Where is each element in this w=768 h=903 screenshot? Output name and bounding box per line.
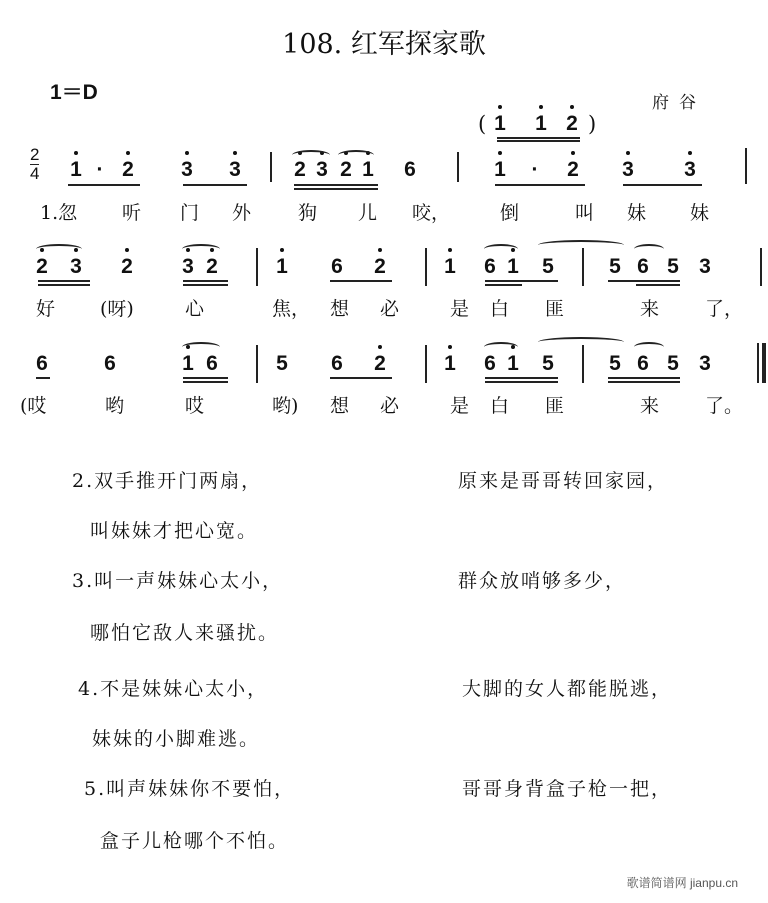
note: 5 <box>609 352 621 375</box>
slur <box>538 337 624 347</box>
barline <box>582 345 584 383</box>
note: 6 <box>637 352 649 375</box>
underline <box>294 184 378 186</box>
high-octave-dot <box>74 151 78 155</box>
slur <box>36 244 82 254</box>
note: 1 <box>274 255 290 279</box>
note: 6 <box>104 352 116 375</box>
note: 3 <box>620 158 636 182</box>
high-octave-dot <box>378 248 382 252</box>
underline <box>636 284 680 286</box>
lyric: 想 <box>330 395 350 417</box>
slur <box>484 342 518 352</box>
verse-line-left: 4.不是妹妹心太小， <box>78 678 269 700</box>
song-title: 108. 红军探家歌 <box>282 29 486 60</box>
note: 3 <box>227 158 243 182</box>
underline <box>36 377 50 379</box>
high-octave-dot <box>448 345 452 349</box>
lyric: 想 <box>330 298 350 320</box>
lyric: 是 <box>450 298 470 320</box>
note: 5 <box>276 352 288 375</box>
underline <box>68 184 140 186</box>
underline <box>183 381 228 383</box>
underline <box>485 381 558 383</box>
underline <box>330 280 392 282</box>
note: 1 <box>442 352 458 376</box>
lyric: 哎 <box>185 395 205 417</box>
note: 2 <box>372 352 388 376</box>
lyric: 狗 <box>298 202 318 224</box>
barline <box>270 152 272 182</box>
lyric: 焦， <box>272 298 311 320</box>
note: 6 <box>206 352 218 375</box>
barline <box>256 248 258 286</box>
note: 6 <box>36 352 48 375</box>
note: 6 <box>331 352 343 375</box>
note: 6 <box>331 255 343 278</box>
high-octave-dot <box>280 248 284 252</box>
lyric: (呀) <box>100 298 134 320</box>
verse-line-right: 原来是哥哥转回家园， <box>458 470 669 492</box>
note: 1 <box>180 352 196 376</box>
high-octave-dot <box>498 105 502 109</box>
barline <box>425 345 427 383</box>
underline <box>485 377 558 379</box>
lyric: 叫 <box>575 202 595 224</box>
note: 2 <box>565 158 581 182</box>
note: 1 <box>68 158 84 182</box>
high-octave-dot <box>688 151 692 155</box>
barline <box>256 345 258 383</box>
verse-line-left: 5.叫声妹妹你不要怕， <box>84 778 296 800</box>
underline <box>485 280 558 282</box>
lyric: 儿 <box>358 202 378 224</box>
underline <box>608 280 680 282</box>
pickup-open-paren: ( <box>478 112 487 136</box>
lyric: 倒 <box>500 202 520 224</box>
lyric: 必 <box>380 395 400 417</box>
high-octave-dot <box>185 151 189 155</box>
note: 3 <box>68 255 84 279</box>
lyric: 白 <box>490 298 510 320</box>
lyric: 妹 <box>627 202 647 224</box>
barline <box>760 248 762 286</box>
high-octave-dot <box>378 345 382 349</box>
note: 1 <box>492 158 508 182</box>
pickup-close-paren: ) <box>588 112 597 136</box>
note: 3 <box>699 255 711 278</box>
barline <box>457 152 459 182</box>
note: 3 <box>180 255 196 279</box>
note: 2 <box>119 255 135 279</box>
verse-line-right: 哥哥身背盒子枪一把， <box>462 778 673 800</box>
lyric: 妹 <box>690 202 710 224</box>
lyric: 哟) <box>272 395 299 417</box>
note: 2 <box>372 255 388 279</box>
underline <box>183 377 228 379</box>
lyric: 必 <box>380 298 400 320</box>
note: · <box>96 158 104 181</box>
verse-line-left: 哪怕它敌人来骚扰。 <box>90 622 280 644</box>
lyric: 是 <box>450 395 470 417</box>
underline <box>183 184 247 186</box>
note: 1 <box>505 255 521 279</box>
underline <box>294 188 378 190</box>
slur <box>538 240 624 250</box>
note: 3 <box>682 158 698 182</box>
verse-line-left: 妹妹的小脚难逃。 <box>92 728 261 750</box>
underline <box>608 377 680 379</box>
note: 5 <box>667 352 679 375</box>
barline <box>582 248 584 286</box>
note: 2 <box>204 255 220 279</box>
barline <box>757 343 759 383</box>
lyric: 来 <box>640 395 660 417</box>
verse-line-left: 叫妹妹才把心宽。 <box>90 520 259 542</box>
lyric: 了， <box>705 298 744 320</box>
lyric: (哎 <box>20 395 47 417</box>
lyric: 咬， <box>412 202 451 224</box>
lyric: 1.忽 <box>40 202 78 224</box>
high-octave-dot <box>233 151 237 155</box>
slur <box>634 342 664 352</box>
high-octave-dot <box>125 248 129 252</box>
underline <box>608 381 680 383</box>
note: · <box>531 158 539 181</box>
high-octave-dot <box>448 248 452 252</box>
underline <box>497 137 580 139</box>
underline <box>38 280 90 282</box>
barline <box>745 148 747 184</box>
note: 2 <box>338 158 354 182</box>
lyric: 了。 <box>705 395 744 417</box>
high-octave-dot <box>570 105 574 109</box>
note: 6 <box>637 255 649 278</box>
lyric: 听 <box>122 202 142 224</box>
underline <box>38 284 90 286</box>
note: 5 <box>542 352 554 375</box>
underline <box>330 377 392 379</box>
note: 1 <box>442 255 458 279</box>
note: 1 <box>360 158 376 182</box>
lyric: 门 <box>180 202 200 224</box>
underline <box>497 140 580 142</box>
slur <box>182 342 220 352</box>
note: 6 <box>404 158 416 181</box>
barline <box>425 248 427 286</box>
slur <box>634 244 664 254</box>
lyric: 哟 <box>105 395 125 417</box>
note: 1 <box>492 112 508 136</box>
note: 5 <box>667 255 679 278</box>
underline <box>495 184 585 186</box>
lyric: 匪 <box>545 298 565 320</box>
high-octave-dot <box>626 151 630 155</box>
lyric: 外 <box>232 202 252 224</box>
underline <box>183 284 228 286</box>
high-octave-dot <box>126 151 130 155</box>
final-barline <box>762 343 766 383</box>
lyric: 白 <box>490 395 510 417</box>
verse-line-right: 大脚的女人都能脱逃， <box>462 678 673 700</box>
slur <box>484 244 518 254</box>
note: 6 <box>484 255 496 278</box>
lyric: 好 <box>36 298 56 320</box>
underline <box>623 184 702 186</box>
note: 1 <box>533 112 549 136</box>
high-octave-dot <box>498 151 502 155</box>
lyric: 心 <box>185 298 205 320</box>
note: 2 <box>292 158 308 182</box>
note: 2 <box>120 158 136 182</box>
note: 2 <box>564 112 580 136</box>
note: 5 <box>542 255 554 278</box>
time-top: 2 <box>30 145 40 164</box>
slur <box>292 150 330 160</box>
time-bottom: 4 <box>30 164 40 183</box>
underline <box>183 280 228 282</box>
high-octave-dot <box>539 105 543 109</box>
note: 3 <box>314 158 330 182</box>
verse-line-left: 盒子儿枪哪个不怕。 <box>100 830 290 852</box>
slur <box>338 150 374 160</box>
note: 1 <box>505 352 521 376</box>
lyric: 匪 <box>545 395 565 417</box>
note: 6 <box>484 352 496 375</box>
lyric: 来 <box>640 298 660 320</box>
verse-line-right: 群众放哨够多少， <box>458 570 627 592</box>
note: 2 <box>34 255 50 279</box>
key-signature: 1＝D <box>50 81 98 104</box>
verse-line-left: 3.叫一声妹妹心太小， <box>72 570 284 592</box>
origin-label: 府谷 <box>652 93 706 113</box>
watermark: 歌谱简谱网 jianpu.cn <box>626 876 738 890</box>
note: 3 <box>179 158 195 182</box>
note: 5 <box>609 255 621 278</box>
high-octave-dot <box>571 151 575 155</box>
note: 3 <box>699 352 711 375</box>
verse-line-left: 2.双手推开门两扇， <box>72 470 263 492</box>
slur <box>182 244 220 254</box>
underline <box>485 284 522 286</box>
time-signature <box>30 146 39 183</box>
